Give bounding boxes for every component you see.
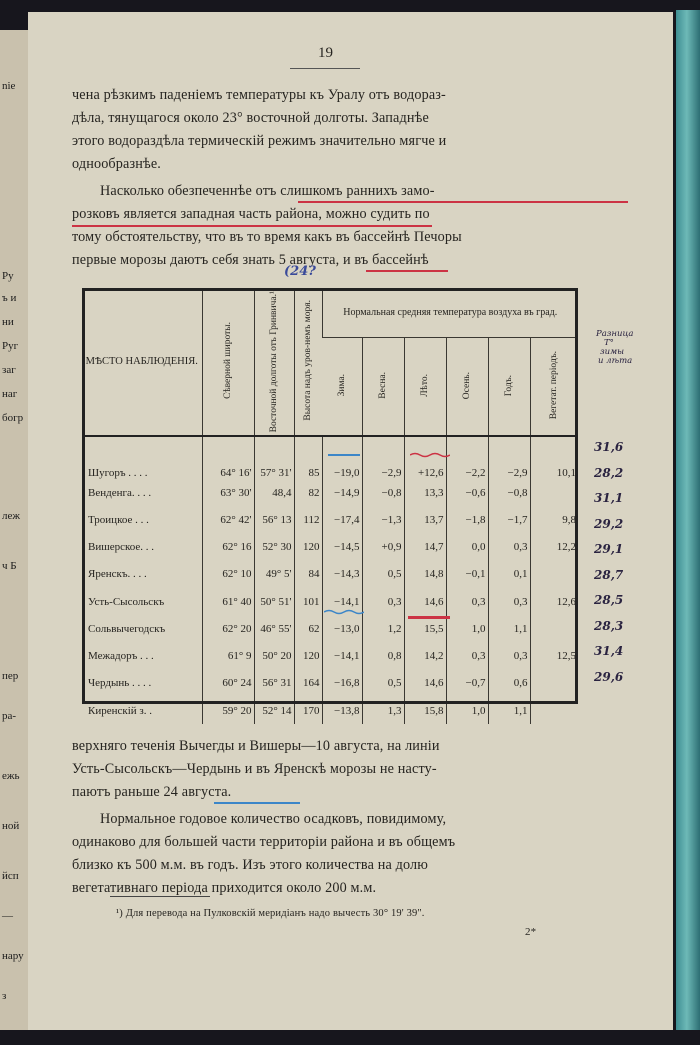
cell-spring: 1,3 [362, 697, 404, 724]
red-pencil-underline [72, 225, 432, 227]
cell-lon: 50° 20 [254, 643, 294, 670]
cell-winter: −13,0 [322, 615, 362, 642]
facing-page-text: ни [2, 316, 14, 328]
cell-place: Межадоръ . . . [88, 650, 154, 663]
cell-year: 0,3 [488, 534, 530, 561]
cell-alt: 101 [294, 588, 322, 615]
cell-spring: 0,5 [362, 561, 404, 588]
cell-spring: 1,2 [362, 615, 404, 642]
text-line: вегетативнаго періода приходится около 200 м.м. [72, 880, 377, 896]
cell-spring: 0,5 [362, 670, 404, 697]
text-line: дѣла, тянущагося около 23° восточной долготы. Западнѣе [72, 110, 429, 126]
header-latitude: Сѣверной широты. [202, 288, 254, 436]
cell-spring: +0,9 [362, 534, 404, 561]
cell-place: Венденга. . . . [88, 486, 152, 499]
facing-page-text: ра- [2, 710, 17, 722]
cell-lat: 61° 9 [202, 643, 254, 670]
blue-pencil-underline [214, 802, 300, 804]
text-line: Нормальное годовое количество осадковъ, повидимому, [100, 811, 447, 827]
cell-summer: 14,2 [404, 643, 446, 670]
cell-year: 0,3 [488, 643, 530, 670]
cell-alt: 120 [294, 643, 322, 670]
cell-autumn: 0,3 [446, 588, 488, 615]
cell-place: Троицкое . . . [88, 513, 149, 526]
cell-year: 1,1 [488, 615, 530, 642]
facing-page-text: нару [2, 950, 24, 962]
cell-lat: 60° 24 [202, 670, 254, 697]
facing-page-text: з [2, 990, 7, 1002]
cell-alt: 62 [294, 615, 322, 642]
header-year: Годъ. [488, 337, 530, 436]
blue-wavy-underline [324, 609, 364, 615]
facing-page-text: — [2, 910, 13, 922]
cell-veg [530, 670, 578, 697]
cell-lat: 62° 20 [202, 615, 254, 642]
cell-autumn: 0,0 [446, 534, 488, 561]
facing-page-text: ежь [2, 770, 20, 782]
text-line: Усть-Сысольскъ—Чердынь и въ Яренскѣ морозы не насту- [72, 761, 437, 777]
handwritten-margin-value: 31,6 [594, 440, 624, 454]
facing-page-text: Руг [2, 340, 19, 352]
header-altitude: Высота надъ уров-немъ моря. [294, 288, 322, 436]
cell-year: −1,7 [488, 506, 530, 533]
cell-spring: −0,8 [362, 479, 404, 506]
book-page [28, 12, 673, 1030]
cell-alt: 84 [294, 561, 322, 588]
text-line: розковъ является западная часть района, можно судить по [72, 206, 430, 222]
book-cover-edge [676, 10, 700, 1030]
cell-autumn: 0,3 [446, 643, 488, 670]
cell-autumn: 1,0 [446, 615, 488, 642]
cell-veg: 12,2 [530, 534, 578, 561]
handwritten-margin-value: 28,3 [594, 618, 624, 633]
cell-year: −2,9 [488, 436, 530, 479]
table-row [82, 670, 578, 697]
cell-lat: 64° 16' [202, 436, 254, 479]
handwritten-note: (24? [284, 264, 316, 279]
cell-winter: −14,1 [322, 588, 362, 615]
text-line: чена рѣзкимъ паденіемъ температуры къ Уралу отъ водораз- [72, 87, 446, 103]
cell-lat: 62° 42' [202, 506, 254, 533]
cell-veg: 9,8 [530, 506, 578, 533]
cell-summer: 14,6 [404, 588, 446, 615]
cell-place: Вишерское. . . [88, 541, 155, 554]
facing-page-text: Ру [2, 270, 14, 282]
header-winter: Зима. [322, 337, 362, 436]
cell-spring: −1,3 [362, 506, 404, 533]
cell-veg [530, 615, 578, 642]
cell-winter: −17,4 [322, 506, 362, 533]
table-row [82, 697, 578, 724]
cell-year: −0,8 [488, 479, 530, 506]
cell-lon: 50° 51' [254, 588, 294, 615]
cell-winter: −14,5 [322, 534, 362, 561]
text-line: близко къ 500 м.м. въ годъ. Изъ этого количества на долю [72, 857, 429, 873]
cell-veg [530, 697, 578, 724]
handwritten-margin-header: Разница T° зимы и лѣта [596, 329, 634, 366]
handwritten-margin-value: 28,2 [594, 465, 624, 480]
cell-alt: 164 [294, 670, 322, 697]
cell-spring: 0,3 [362, 588, 404, 615]
header-longitude: Восточной долготы отъ Гринвича.¹) [254, 288, 294, 436]
cell-veg [530, 561, 578, 588]
cell-lon: 46° 55' [254, 615, 294, 642]
cell-winter: −13,8 [322, 697, 362, 724]
handwritten-margin-value: 31,4 [594, 644, 624, 658]
cell-winter: −14,9 [322, 479, 362, 506]
cell-alt: 82 [294, 479, 322, 506]
handwritten-margin-value: 28,7 [594, 567, 624, 582]
table-row [82, 643, 578, 670]
cell-autumn: −0,6 [446, 479, 488, 506]
cell-winter: −16,8 [322, 670, 362, 697]
cell-summer: 13,3 [404, 479, 446, 506]
text-line: одинаково для большей части территоріи района и въ общемъ [72, 834, 456, 850]
cell-lon: 52° 30 [254, 534, 294, 561]
blue-pencil-underline [328, 454, 360, 456]
facing-page-text: ъ и [2, 292, 17, 304]
handwritten-margin-value: 29,6 [594, 669, 624, 684]
facing-page-text: леж [2, 510, 20, 522]
facing-page-text: ной [2, 820, 20, 832]
cell-lon: 49° 5' [254, 561, 294, 588]
text-line: Насколько обезпеченнѣе отъ слишкомъ раннихъ замо- [100, 183, 435, 199]
cell-winter: −14,1 [322, 643, 362, 670]
facing-page-text: заг [2, 364, 16, 376]
cell-winter: −19,0 [322, 436, 362, 479]
handwritten-margin-value: 29,2 [594, 516, 624, 531]
cell-alt: 120 [294, 534, 322, 561]
footnote-rule [110, 896, 210, 897]
cell-spring: 0,8 [362, 643, 404, 670]
text-line: верхняго теченія Вычегды и Вишеры—10 августа, на линіи [72, 738, 440, 754]
cell-winter: −14,3 [322, 561, 362, 588]
cell-autumn: 1,0 [446, 697, 488, 724]
text-line: паютъ раньше 24 августа. [72, 784, 232, 800]
header-spring: Весна. [362, 337, 404, 436]
text-line: этого водораздѣла термическій режимъ значительно мягче и [72, 133, 447, 149]
cell-veg: 12,5 [530, 643, 578, 670]
cell-place: Чердынь . . . . [88, 677, 152, 690]
table-row [82, 506, 578, 533]
header-vegetation: Вегетат. періодъ. [530, 337, 578, 436]
cell-lat: 61° 40 [202, 588, 254, 615]
cell-summer: 13,7 [404, 506, 446, 533]
cell-autumn: −2,2 [446, 436, 488, 479]
cell-year: 0,6 [488, 670, 530, 697]
red-pencil-underline [366, 270, 448, 272]
signature-mark: 2* [525, 926, 537, 938]
red-pencil-underline [298, 201, 628, 203]
facing-page-text: йсп [2, 870, 19, 882]
handwritten-margin-value: 28,5 [594, 593, 624, 607]
cell-lat: 59° 20 [202, 697, 254, 724]
header-autumn: Осень. [446, 337, 488, 436]
red-wavy-underline [410, 452, 450, 458]
facing-page-text: богр [2, 412, 24, 424]
text-line: первые морозы даютъ себя знать 5 августа, и въ бассейнѣ [72, 252, 429, 268]
cell-lat: 62° 16 [202, 534, 254, 561]
cell-autumn: −1,8 [446, 506, 488, 533]
text-line: однообразнѣе. [72, 156, 161, 172]
cell-autumn: −0,7 [446, 670, 488, 697]
table-row [82, 561, 578, 588]
cell-veg: 10,1 [530, 436, 578, 479]
cell-lat: 63° 30' [202, 479, 254, 506]
cell-summer: 15,5 [404, 615, 446, 642]
cell-year: 1,1 [488, 697, 530, 724]
cell-alt: 170 [294, 697, 322, 724]
header-temperature-group: Нормальная средняя температура воздуха въ град. [322, 288, 578, 337]
cell-lon: 48,4 [254, 479, 294, 506]
cell-lon: 57° 31' [254, 436, 294, 479]
page-number-rule [290, 68, 360, 69]
cell-place: Шугоръ . . . . [88, 467, 148, 480]
cell-autumn: −0,1 [446, 561, 488, 588]
cell-lon: 52° 14 [254, 697, 294, 724]
cell-summer: 14,8 [404, 561, 446, 588]
cell-summer: 14,6 [404, 670, 446, 697]
facing-page-text: наг [2, 388, 18, 400]
table-row [82, 436, 578, 479]
handwritten-margin-value: 31,1 [594, 491, 624, 505]
cell-alt: 85 [294, 436, 322, 479]
facing-page-text: пер [2, 670, 19, 682]
page-number: 19 [318, 45, 333, 61]
cell-year: 0,3 [488, 588, 530, 615]
red-pencil-underline [408, 616, 450, 619]
table-row [82, 479, 578, 506]
cell-summer: 15,8 [404, 697, 446, 724]
footnote: ¹) Для перевода на Пулковскій меридіанъ надо вычесть 30° 19' 39". [116, 908, 425, 919]
cell-place: Киренскій з. . [88, 704, 153, 717]
facing-page-edge [0, 30, 29, 1030]
facing-page-text: ч Б [2, 560, 17, 572]
cell-alt: 112 [294, 506, 322, 533]
handwritten-margin-value: 29,1 [594, 542, 624, 556]
cell-place: Сольвычегодскъ [88, 622, 166, 635]
cell-lat: 62° 10 [202, 561, 254, 588]
cell-summer: +12,6 [404, 436, 446, 479]
cell-spring: −2,9 [362, 436, 404, 479]
cell-veg: 12,6 [530, 588, 578, 615]
temperature-table [82, 288, 578, 724]
cell-summer: 14,7 [404, 534, 446, 561]
header-summer: Лѣто. [404, 337, 446, 436]
cell-lon: 56° 31 [254, 670, 294, 697]
cell-year: 0,1 [488, 561, 530, 588]
header-place: МѢСТО НАБЛЮДЕНІЯ. [82, 288, 202, 436]
cell-veg [530, 479, 578, 506]
cell-place: Усть-Сысольскъ [88, 595, 165, 608]
table-row [82, 534, 578, 561]
text-line: тому обстоятельству, что въ то время какъ въ бассейнѣ Печоры [72, 229, 462, 245]
cell-place: Яренскъ. . . . [88, 568, 147, 581]
table-row [82, 615, 578, 642]
cell-lon: 56° 13 [254, 506, 294, 533]
facing-page-text: nie [2, 80, 16, 92]
